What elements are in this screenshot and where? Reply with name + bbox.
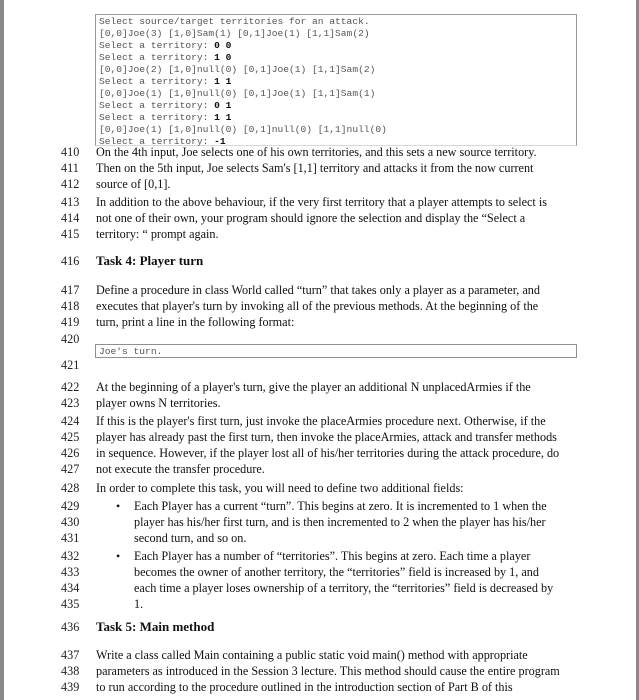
doc-line [0,226,639,242]
code-line: Select a territory: 1 1 [99,76,232,87]
line-number: 421 [61,358,80,372]
line-number: 423 [61,396,80,410]
doc-line [0,395,639,411]
line-text: second turn, and so on. [134,531,247,545]
section-heading [0,619,639,635]
code-line: [0,0]Joe(3) [1,0]Sam(1) [0,1]Joe(1) [1,1]Sam(2) [99,28,370,39]
line-number: 427 [61,462,80,476]
user-input: 1 0 [214,52,232,63]
code-line: Select a territory: 1 0 [99,52,232,63]
code-line: Select a territory: 0 1 [99,100,232,111]
line-text: On the 4th input, Joe selects one of his own territories, and this sets a new source territory. [96,145,537,159]
line-text: Each Player has a current “turn”. This begins at zero. It is incremented to 1 when the [134,499,547,513]
doc-line [0,160,639,176]
doc-line [0,314,639,330]
doc-line [0,596,639,612]
doc-line [0,580,639,596]
line-text: executes that player's turn by invoking all of the previous methods. At the beginning of the [96,299,539,313]
code-line: [0,0]Joe(1) [1,0]null(0) [0,1]null(0) [1,1]null(0) [99,124,387,135]
line-number: 428 [61,481,80,495]
line-number: 436 [61,620,80,634]
line-text: turn, print a line in the following format: [96,315,295,329]
doc-line [0,194,639,210]
user-input: 0 0 [214,40,232,51]
user-input: 0 1 [214,100,232,111]
doc-line [0,413,639,429]
code-line: [0,0]Joe(2) [1,0]null(0) [0,1]Joe(1) [1,1]Sam(2) [99,64,376,75]
doc-line [0,282,639,298]
line-text: each time a player loses ownership of a territory, the “territories” field is decreased by [134,581,554,595]
doc-line [0,357,639,373]
line-text: Define a procedure in class World called “turn” that takes only a player as a parameter, and [96,283,540,297]
line-number: 431 [61,531,80,545]
line-text: in sequence. However, if the player lost all of his/her territories during the attack procedure, do [96,446,560,460]
line-number: 415 [61,227,80,241]
line-number: 414 [61,211,80,225]
code-line: Select source/target territories for an attack. [99,16,370,27]
section-heading [0,253,639,269]
line-text: In order to complete this task, you will need to define two additional fields: [96,481,464,495]
line-number: 411 [61,161,79,175]
heading-task-5: Task 5: Main method [96,619,215,634]
line-number: 412 [61,177,80,191]
line-number: 426 [61,446,80,460]
line-text: not execute the transfer procedure. [96,462,265,476]
doc-line [0,144,639,160]
line-text: player has his/her first turn, and is then incremented to 2 when the player has his/her [134,515,546,529]
doc-line [0,176,639,192]
line-number: 422 [61,380,80,394]
line-number: 419 [61,315,80,329]
line-number: 438 [61,664,80,678]
code-line: [0,0]Joe(1) [1,0]null(0) [0,1]Joe(1) [1,1]Sam(1) [99,88,376,99]
line-text: parameters as introduced in the Session 3 lecture. This method should cause the entire program [96,664,560,678]
user-input: -1 [214,136,226,147]
doc-line [0,461,639,477]
doc-line [0,647,639,663]
doc-line [0,210,639,226]
bullet-item [0,498,639,514]
line-text: player has already past the first turn, then invoke the placeArmies, attack and transfer methods [96,430,557,444]
line-number: 425 [61,430,80,444]
line-number: 433 [61,565,80,579]
console-output-block [95,344,577,358]
code-line: Select a territory: -1 [99,136,226,147]
line-number: 416 [61,254,80,268]
doc-line [0,514,639,530]
line-number: 410 [61,145,80,159]
heading-task-4: Task 4: Player turn [96,253,204,268]
console-output-block [95,14,577,146]
line-text: In addition to the above behaviour, if the very first territory that a player attempts to select is [96,195,547,209]
bullet-icon: • [116,499,121,513]
doc-line [0,379,639,395]
doc-line [0,530,639,546]
line-number: 437 [61,648,80,662]
line-number: 413 [61,195,80,209]
doc-line [0,679,639,695]
line-number: 418 [61,299,80,313]
bullet-item [0,548,639,564]
line-text: player owns N territories. [96,396,221,410]
line-text: Then on the 5th input, Joe selects Sam's [1,1] territory and attacks it from the now current [96,161,534,175]
doc-line [0,429,639,445]
line-text: source of [0,1]. [96,177,171,191]
line-text: becomes the owner of another territory, the “territories” field is increased by 1, and [134,565,539,579]
line-text: If this is the player's first turn, just invoke the placeArmies procedure next. Otherwise, if the [96,414,546,428]
line-number: 434 [61,581,80,595]
line-text: to run according to the procedure outlined in the introduction section of Part B of this [96,680,513,694]
line-number: 417 [61,283,80,297]
line-number: 439 [61,680,80,694]
line-text: territory: “ prompt again. [96,227,219,241]
line-text: Write a class called Main containing a public static void main() method with appropriate [96,648,528,662]
code-line: Select a territory: 0 0 [99,40,232,51]
code-line: Joe's turn. [99,346,163,357]
doc-line [0,298,639,314]
line-number: 435 [61,597,80,611]
line-number: 430 [61,515,80,529]
line-number: 432 [61,549,80,563]
line-text: At the beginning of a player's turn, give the player an additional N unplacedArmies if the [96,380,531,394]
line-number: 424 [61,414,80,428]
doc-line [0,564,639,580]
doc-line [0,445,639,461]
line-text: Each Player has a number of “territories”. This begins at zero. Each time a player [134,549,531,563]
doc-line [0,663,639,679]
doc-line [0,480,639,496]
line-text: 1. [134,597,144,611]
line-number: 420 [61,332,80,346]
user-input: 1 1 [214,76,232,87]
line-text: not one of their own, your program should ignore the selection and display the “Select a [96,211,526,225]
line-number: 429 [61,499,80,513]
code-line: Select a territory: 1 1 [99,112,232,123]
bullet-icon: • [116,549,121,563]
user-input: 1 1 [214,112,232,123]
